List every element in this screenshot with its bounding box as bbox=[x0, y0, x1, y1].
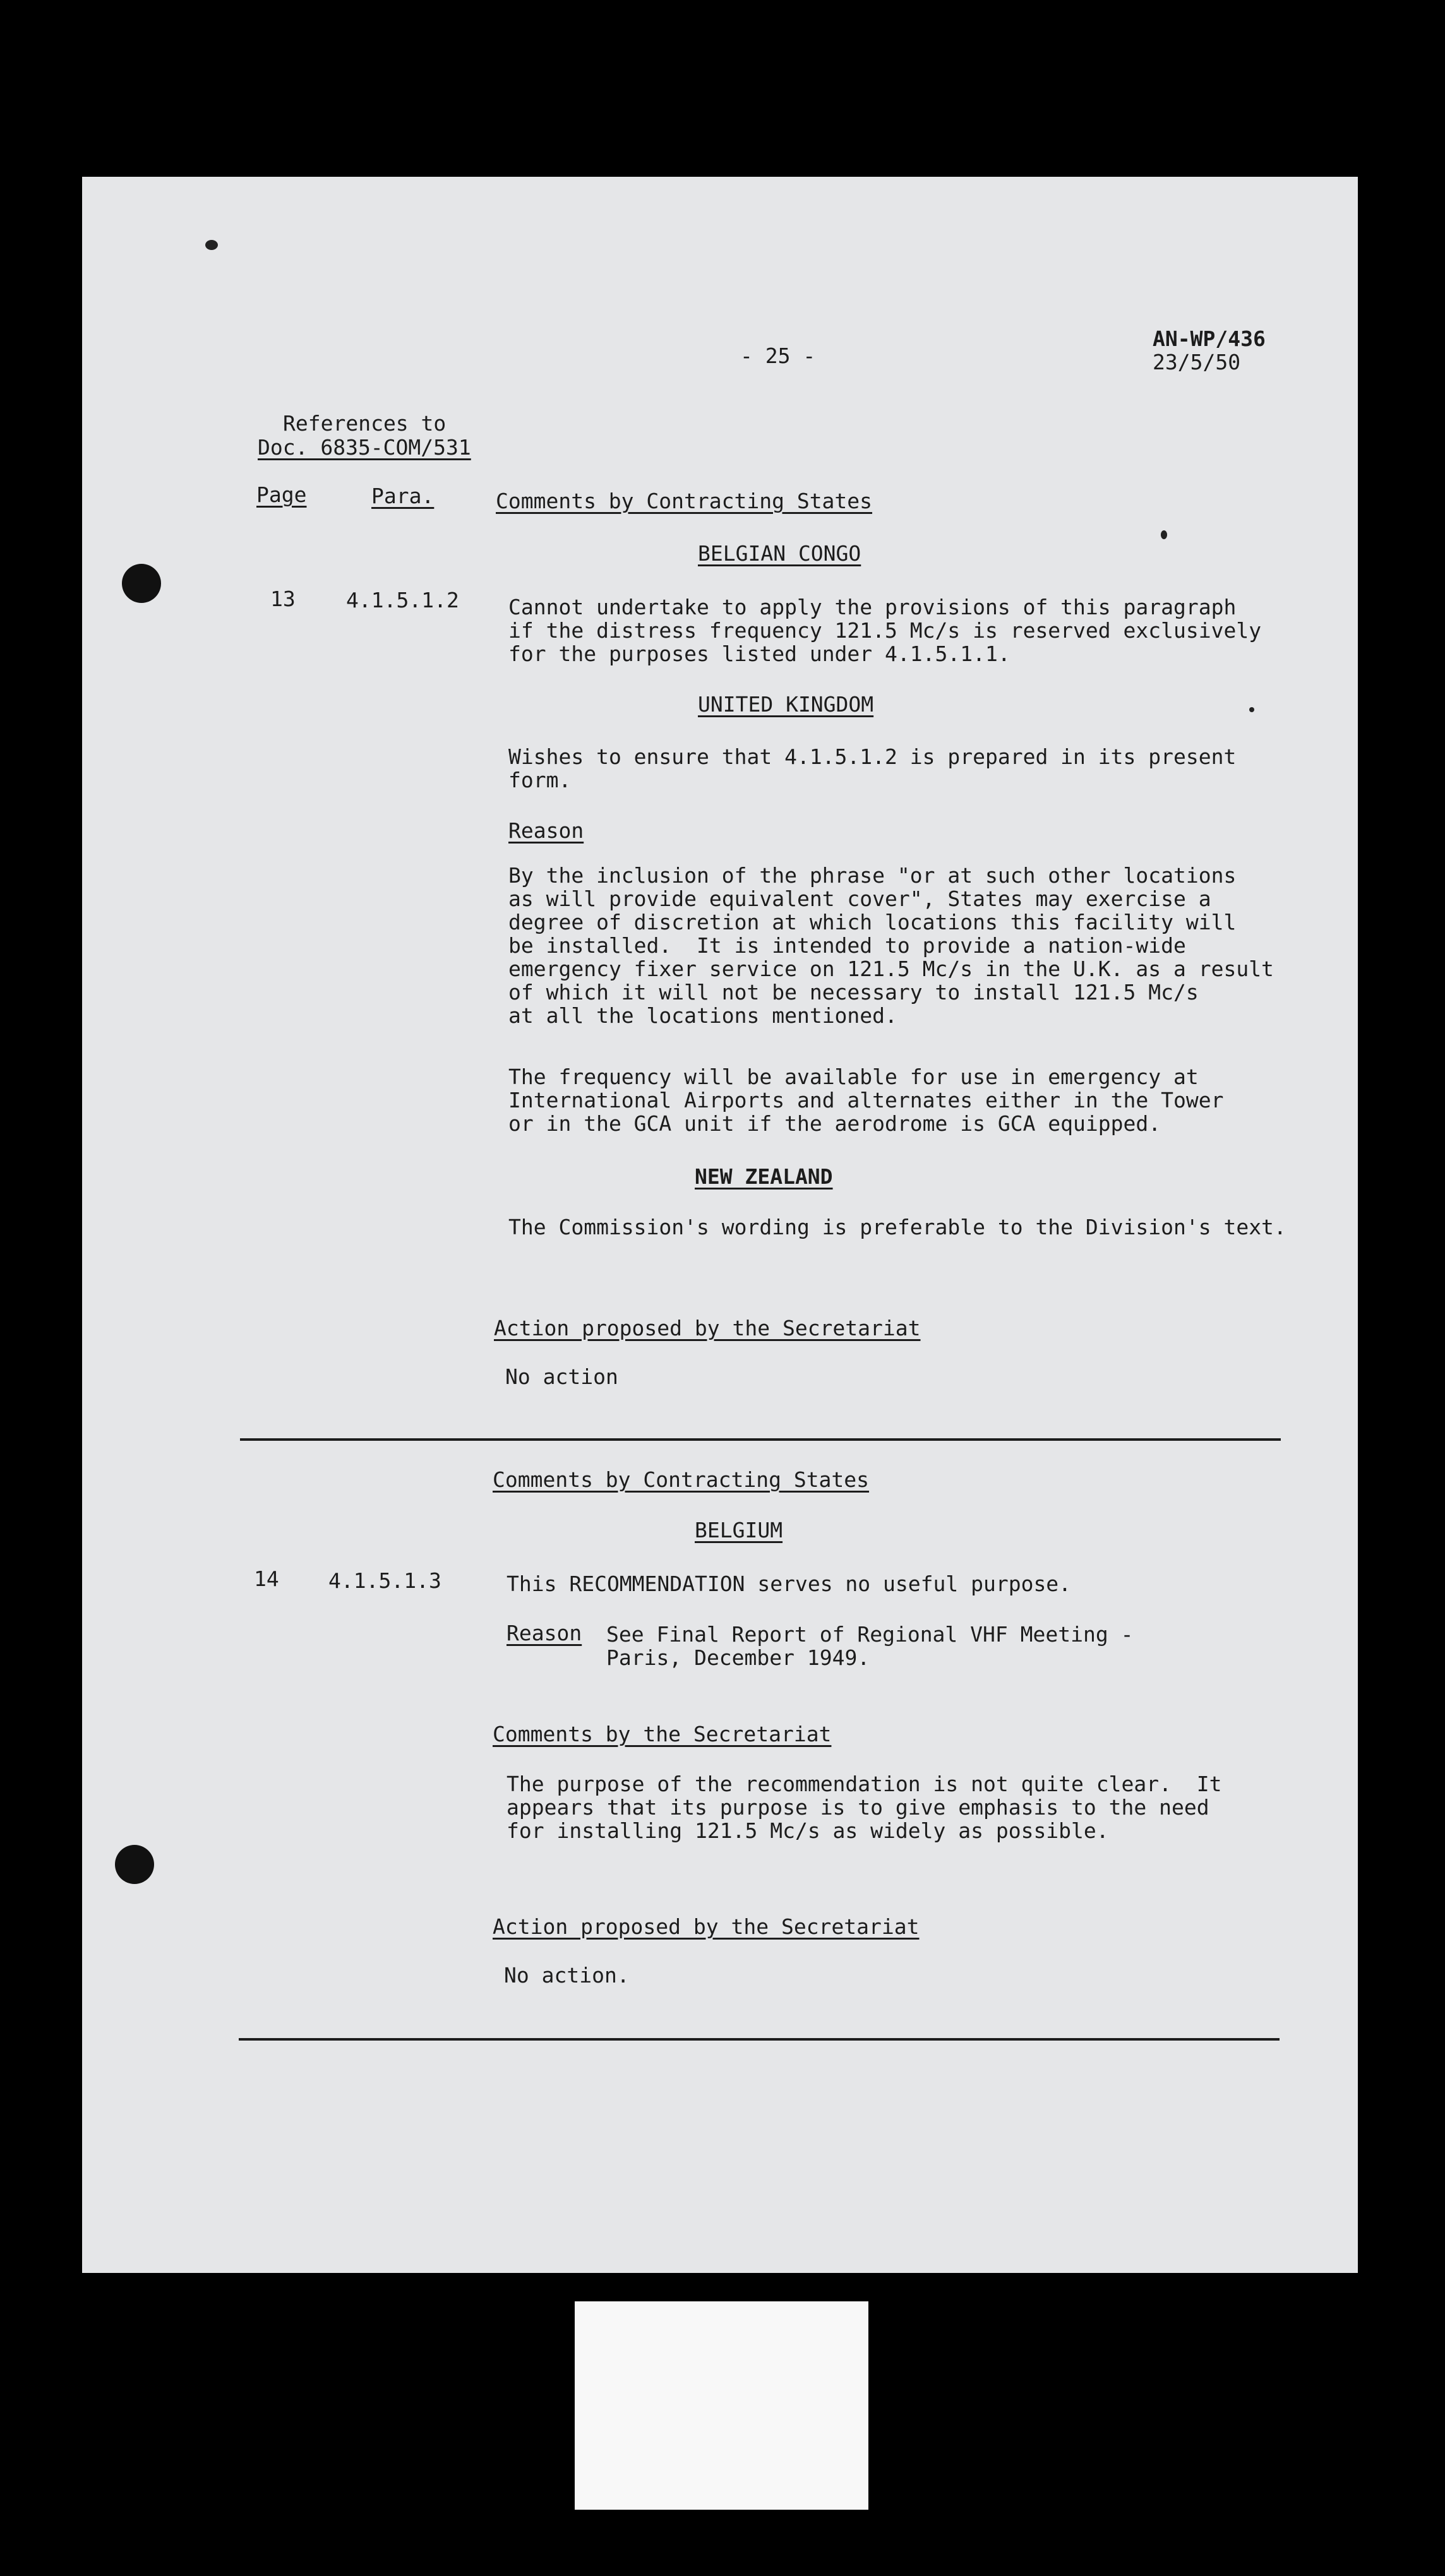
entry2-page: 14 bbox=[254, 1566, 279, 1591]
references-doc: Doc. 6835-COM/531 bbox=[258, 435, 471, 460]
secretariat-line: The purpose of the recommendation is not quite clear. It bbox=[507, 1772, 1222, 1796]
column-comments: Comments by Contracting States bbox=[496, 489, 873, 513]
secretariat-line: for installing 121.5 Mc/s as widely as possible. bbox=[507, 1818, 1109, 1843]
uk-para2-line: The frequency will be available for use in emergency at bbox=[508, 1064, 1199, 1089]
entry2-action-text: No action. bbox=[504, 1963, 630, 1988]
heading-belgium: BELGIUM bbox=[695, 1518, 783, 1542]
entry2-para: 4.1.5.1.3 bbox=[328, 1568, 441, 1593]
column-para: Para. bbox=[371, 484, 435, 508]
heading-united-kingdom: UNITED KINGDOM bbox=[698, 692, 874, 717]
document-reference: AN-WP/436 bbox=[1153, 326, 1266, 351]
belgium-reason-line: See Final Report of Regional VHF Meeting - bbox=[606, 1622, 1134, 1647]
belgium-line: This RECOMMENDATION serves no useful purpose. bbox=[507, 1571, 1072, 1596]
column-page: Page bbox=[256, 482, 307, 507]
belgian-congo-line: for the purposes listed under 4.1.5.1.1. bbox=[508, 641, 1010, 666]
secretariat-comments-heading: Comments by the Secretariat bbox=[493, 1722, 832, 1746]
belgium-reason-label: Reason bbox=[507, 1621, 582, 1645]
ink-speck bbox=[1249, 707, 1254, 712]
document-date: 23/5/50 bbox=[1153, 350, 1241, 374]
entry1-page: 13 bbox=[270, 587, 296, 611]
uk-line: Wishes to ensure that 4.1.5.1.2 is prepared in its present bbox=[508, 744, 1237, 769]
entry2-comments-heading: Comments by Contracting States bbox=[493, 1467, 870, 1492]
belgium-reason-line: Paris, December 1949. bbox=[606, 1645, 870, 1670]
punch-hole-bottom bbox=[115, 1845, 154, 1884]
belgian-congo-line: Cannot undertake to apply the provisions of this paragraph bbox=[508, 595, 1237, 619]
uk-reason-line: as will provide equivalent cover", States may exercise a bbox=[508, 886, 1211, 911]
uk-reason-line: emergency fixer service on 121.5 Mc/s in the U.K. as a result bbox=[508, 957, 1274, 981]
page-number: - 25 - bbox=[740, 343, 816, 368]
ink-speck bbox=[1161, 530, 1167, 539]
uk-line: form. bbox=[508, 768, 572, 792]
uk-reason-line: of which it will not be necessary to install 121.5 Mc/s bbox=[508, 980, 1199, 1005]
uk-reason-line: degree of discretion at which locations this facility will bbox=[508, 910, 1237, 934]
uk-reason-line: By the inclusion of the phrase "or at such other locations bbox=[508, 863, 1237, 888]
entry1-action-heading: Action proposed by the Secretariat bbox=[494, 1316, 921, 1340]
divider-rule bbox=[239, 2038, 1280, 2041]
uk-reason-line: be installed. It is intended to provide a nation-wide bbox=[508, 933, 1186, 958]
uk-reason-label: Reason bbox=[508, 818, 584, 843]
ink-speck bbox=[205, 240, 218, 250]
heading-new-zealand: NEW ZEALAND bbox=[695, 1164, 833, 1189]
secretariat-line: appears that its purpose is to give emphasis to the need bbox=[507, 1795, 1209, 1820]
references-label: References to bbox=[283, 411, 447, 436]
uk-para2-line: or in the GCA unit if the aerodrome is GCA equipped. bbox=[508, 1111, 1161, 1136]
entry1-para: 4.1.5.1.2 bbox=[346, 588, 459, 612]
uk-reason-line: at all the locations mentioned. bbox=[508, 1003, 897, 1028]
divider-rule bbox=[240, 1438, 1281, 1441]
heading-belgian-congo: BELGIAN CONGO bbox=[698, 541, 861, 566]
punch-hole-top bbox=[122, 564, 161, 603]
belgian-congo-line: if the distress frequency 121.5 Mc/s is reserved exclusively bbox=[508, 618, 1262, 643]
blank-card bbox=[575, 2301, 868, 2510]
entry1-action-text: No action bbox=[505, 1364, 618, 1389]
new-zealand-line: The Commission's wording is preferable to the Division's text. bbox=[508, 1215, 1286, 1239]
uk-para2-line: International Airports and alternates either in the Tower bbox=[508, 1088, 1224, 1112]
entry2-action-heading: Action proposed by the Secretariat bbox=[493, 1914, 920, 1939]
